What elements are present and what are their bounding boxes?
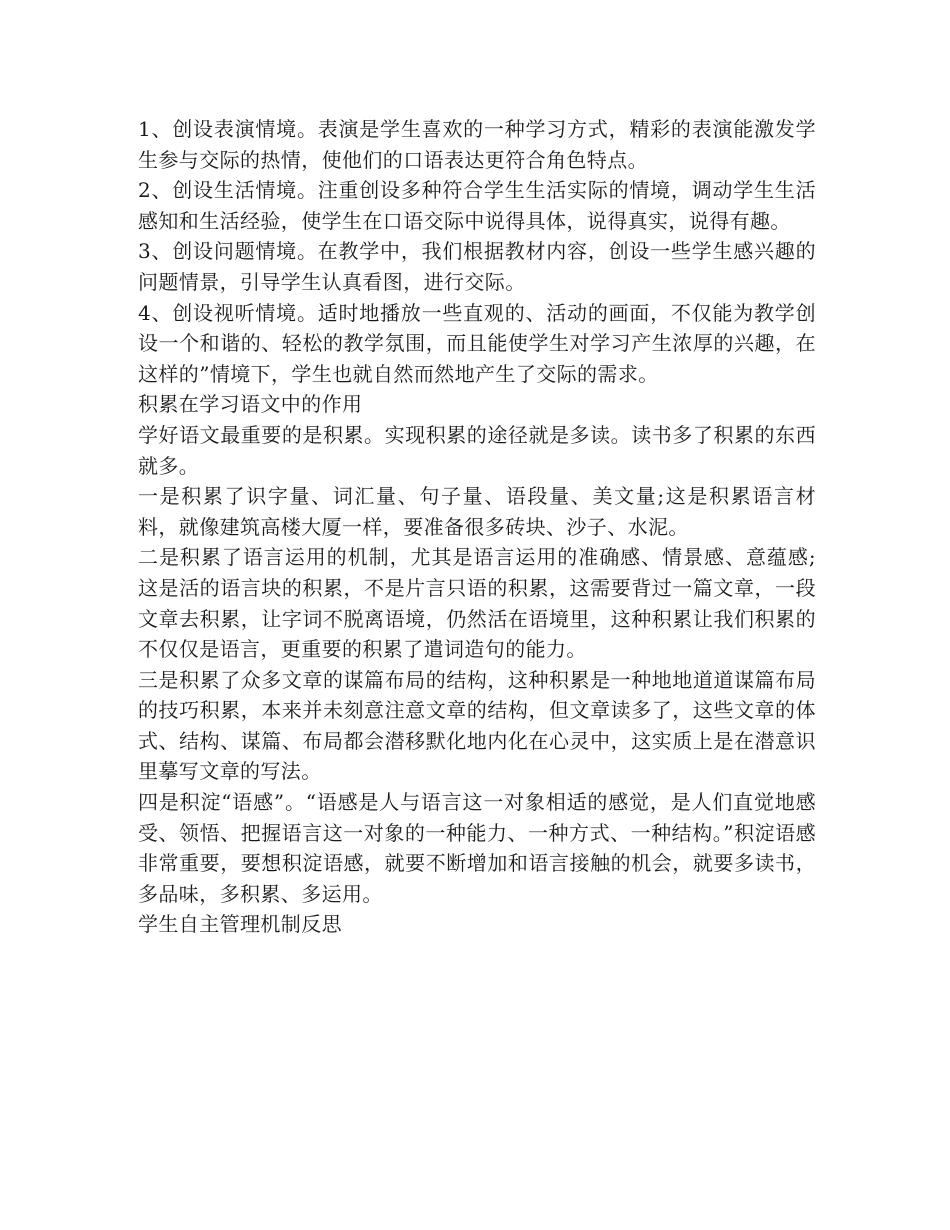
paragraph-accumulation-intro: 学好语文最重要的是积累。实现积累的途径就是多读。读书多了积累的东西就多。 xyxy=(138,422,816,478)
paragraph-accumulation-fourth: 四是积淀“语感”。“语感是人与语言这一对象相适的感觉，是人们直觉地感受、领悟、把握语言这一对象的一种能力、一种方式、一种结构。”积淀语感非常重要，要想积淀语感，就要不断增加和语言接触的机会，就要多读书，多品味，多积累、多运用。 xyxy=(138,790,816,906)
paragraph-life-situation: 2、创设生活情境。注重创设多种符合学生生活实际的情境，调动学生生活感知和生活经验，使学生在口语交际中说得具体，说得真实，说得有趣。 xyxy=(138,178,816,233)
section-heading-accumulation: 积累在学习语文中的作用 xyxy=(138,392,363,417)
paragraph-audiovisual-situation: 4、创设视听情境。适时地播放一些直观的、活动的画面，不仅能为教学创设一个和谐的、轻松的教学氛围，而且能使学生对学习产生浓厚的兴趣，在这样的”情境下，学生也就自然而然地产生了交际的需求。 xyxy=(138,300,816,386)
paragraph-performance-situation: 1、创设表演情境。表演是学生喜欢的一种学习方式，精彩的表演能激发学生参与交际的热情，使他们的口语表达更符合角色特点。 xyxy=(138,117,816,172)
paragraph-accumulation-third: 三是积累了众多文章的谋篇布局的结构，这种积累是一种地地道道谋篇布局的技巧积累，本来并未刻意注意文章的结构，但文章读多了，这些文章的体式、结构、谋篇、布局都会潜移默化地内化在心灵中，这实质上是在潜意识里摹写文章的写法。 xyxy=(138,667,816,784)
paragraph-accumulation-first: 一是积累了识字量、词汇量、句子量、语段量、美文量;这是积累语言材料，就像建筑高楼大厦一样，要准备很多砖块、沙子、水泥。 xyxy=(138,484,816,539)
paragraph-accumulation-second: 二是积累了语言运用的机制，尤其是语言运用的准确感、情景感、意蕴感;这是活的语言块的积累，不是片言只语的积累，这需要背过一篇文章，一段文章去积累，让字词不脱离语境，仍然活在语境里，这种积累让我们积累的不仅仅是语言，更重要的积累了遣词造句的能力。 xyxy=(138,545,816,662)
document-body xyxy=(138,114,816,940)
section-heading-self-management: 学生自主管理机制反思 xyxy=(138,912,342,937)
paragraph-problem-situation: 3、创设问题情境。在教学中，我们根据教材内容，创设一些学生感兴趣的问题情景，引导学生认真看图，进行交际。 xyxy=(138,239,816,294)
